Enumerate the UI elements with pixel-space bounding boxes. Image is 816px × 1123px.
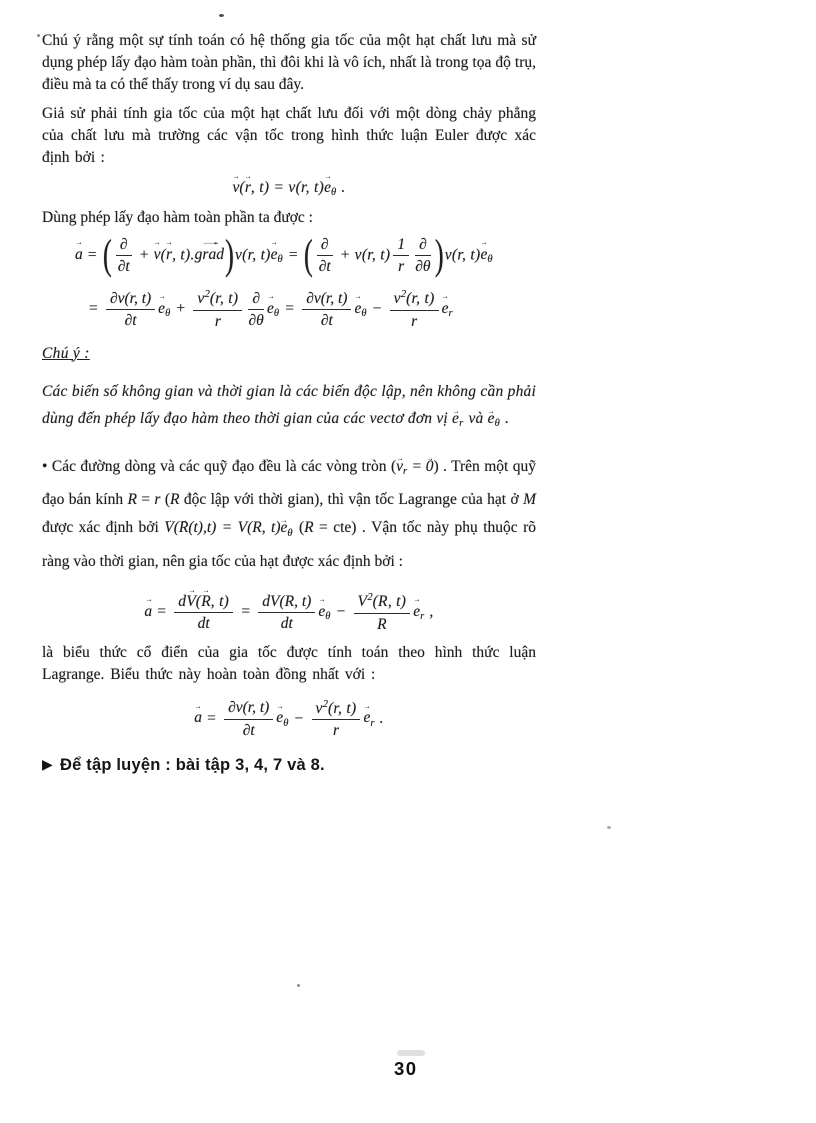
math-fraction: $\frac{\partial v(r, t)}{\partial t}$ [106, 289, 155, 331]
math-vec: e → [354, 299, 361, 318]
math-sup: 2 [204, 289, 210, 301]
formula-euler-velocity [42, 178, 536, 200]
derivative-paragraph: Dùng phép lấy đạo hàm toàn phần ta được : [42, 208, 313, 226]
math-txt: và [464, 410, 488, 428]
math-fraction: $\frac{v^2(r, t)}{r}$ [390, 288, 439, 330]
formula-acceleration-expansion [42, 231, 536, 278]
math-txt: V [357, 592, 368, 610]
math-it: r [154, 491, 161, 509]
scan-smudge [397, 1050, 425, 1056]
math-it: ( [173, 519, 179, 537]
math-txt: . [337, 179, 346, 196]
math-txt: = [88, 299, 103, 317]
math-fraction: $\frac{\partial}{\partial\theta}$ [248, 289, 264, 330]
math-vec: V → [164, 514, 173, 542]
math-sub: θ [165, 308, 171, 320]
page-number: 30 [394, 1058, 418, 1079]
math-fraction: $\frac{1}{r}$ [393, 235, 409, 277]
math-sub: θ [330, 187, 337, 199]
math-txt: ) . Trên một quỹ đạo bán kính [42, 457, 536, 509]
math-sub: θ [287, 527, 293, 539]
math-sub: r [420, 611, 425, 623]
math-vec: e → [480, 245, 487, 264]
math-txt: = [201, 709, 222, 727]
math-it: R [170, 491, 180, 509]
math-txt: = [82, 245, 102, 263]
math-txt: Các biến số không gian và thời gian là các biến độc lập, nên không cần phải dùng đến phép lấy đạo hàm theo thời gian của các vectơ đơn vị [42, 383, 536, 428]
math-txt: ( [160, 245, 167, 263]
math-txt: = [283, 245, 303, 263]
math-vec: R → [201, 593, 210, 611]
math-txt: + v(r, t) [335, 245, 391, 263]
math-txt: v [393, 289, 401, 307]
math-txt: ( [195, 592, 202, 610]
problem-paragraph: Giả sử phải tính gia tốc của một hạt chất lưu đối với một dòng chảy phẳng của chất lưu mà trường các vận tốc trong hình thức luận Euler được xác định bởi : [42, 105, 536, 166]
math-fraction: $\frac{\partial v(r, t)}{\partial t}$ [224, 698, 273, 740]
exercise-text: Để tập luyện : bài tập 3, 4, 7 và 8. [59, 756, 325, 774]
math-txt: (R, t) [372, 592, 407, 610]
math-txt: độc lập với thời gian), thì vận tốc Lagrange của hạt ở [179, 491, 524, 509]
math-sup: 2 [367, 592, 373, 604]
math-txt: , t). [172, 245, 195, 263]
math-txt: v [315, 699, 323, 717]
math-vec: e → [324, 178, 331, 197]
math-vec: e → [267, 299, 274, 318]
scan-speck [219, 14, 224, 17]
math-vec: e → [442, 299, 449, 318]
math-txt: (r, t) [327, 699, 357, 717]
math-txt: = cte) . Vận tốc này phụ thuộc rõ ràng vào thời gian, nên gia tốc của hạt được xác định bởi : [42, 519, 536, 570]
math-txt: + [134, 245, 154, 263]
math-sub: θ [494, 418, 501, 430]
math-txt: . [501, 410, 510, 428]
formula-final-acceleration [42, 698, 536, 740]
math-sub: θ [273, 308, 280, 320]
math-vec: a → [75, 245, 83, 264]
math-txt: = [408, 457, 426, 475]
math-txt: v(r, t) [444, 245, 481, 263]
math-sub: θ [277, 254, 283, 266]
math-vec: e → [413, 602, 420, 621]
math-sub: θ [487, 254, 493, 266]
math-txt: (r, t) [406, 289, 435, 307]
big-paren: ) [434, 231, 444, 278]
big-paren: ) [224, 231, 234, 278]
math-txt: − [367, 299, 387, 317]
math-fraction: $\frac{V^2(R, t)}{R}$ [354, 591, 411, 633]
math-vec: a → [144, 602, 152, 621]
math-txt: v [197, 289, 205, 307]
math-vec: e → [158, 299, 165, 318]
math-txt: . [375, 709, 384, 727]
math-it: (t),t) = V(R, t) [188, 519, 281, 537]
exercise-reference [42, 756, 536, 775]
big-paren: ( [102, 231, 112, 278]
math-txt: ( [239, 179, 245, 196]
math-txt: ( [293, 519, 305, 537]
math-vec: r → [245, 178, 251, 197]
math-sub: r [448, 308, 453, 320]
page-content [42, 30, 536, 792]
scan-speck [37, 34, 40, 37]
intro-paragraph: Chú ý rằng một sự tính toán có hệ thống gia tốc của một hạt chất lưu mà sử dụng phép lấy đạo hàm toàn phần, thì đôi khi là vô ích, nhất là trong tọa độ trụ, điều mà ta có thể thấy trong ví dụ sau đây. [42, 32, 536, 93]
math-it: M [523, 491, 536, 509]
math-fraction: $\frac{dV(R, t)}{dt}$ [258, 592, 315, 634]
math-vec: R → [179, 514, 188, 542]
math-it: R [304, 519, 314, 537]
math-it: R [127, 491, 137, 509]
math-sub: r [370, 717, 375, 729]
math-sub: r [459, 418, 464, 430]
math-fraction: $\frac{\partial}{\partial t}$ [318, 235, 331, 276]
math-fraction: $\frac{v^2(r, t)}{r}$ [312, 698, 361, 740]
triangle-bullet-icon: ▶ [42, 756, 53, 772]
math-vec: e → [280, 514, 287, 542]
math-txt: • Các đường dòng và các quỹ đạo đều là các vòng tròn ( [42, 457, 397, 475]
note-paragraph [42, 378, 536, 437]
math-fraction: $\frac{\partial}{\partial\theta}$ [415, 235, 431, 276]
big-paren: ( [303, 231, 313, 278]
formula-acceleration-result [42, 288, 536, 330]
math-sub: θ [283, 717, 289, 729]
math-txt: d [178, 592, 187, 610]
math-sub: θ [325, 611, 331, 623]
math-vec: e → [488, 405, 495, 432]
math-sub: r [403, 466, 408, 478]
bullet-paragraph [42, 453, 536, 576]
math-vec: e → [363, 708, 370, 727]
math-txt: v(r, t) [234, 245, 271, 263]
math-vec: v → [154, 245, 161, 264]
math-txt: = [136, 491, 155, 509]
math-txt: (r, t) [209, 289, 239, 307]
math-txt: được xác định bởi [42, 519, 165, 537]
note-heading: Chú ý : [42, 344, 90, 362]
math-vec: r → [166, 245, 172, 264]
scan-speck [607, 826, 611, 829]
math-fraction: $\frac{dV \to(R \to, t)}{dt}$ [174, 592, 233, 634]
math-fraction: $\frac{\partial}{\partial t}$ [117, 235, 130, 276]
formula-lagrange-acceleration [42, 591, 536, 633]
math-sup: 2 [400, 289, 407, 301]
math-txt: = [152, 602, 172, 620]
math-sup: 2 [322, 698, 328, 710]
math-txt: , t) [210, 592, 230, 610]
math-vec: e → [452, 405, 459, 432]
math-txt: , [425, 602, 434, 620]
math-txt: − [331, 602, 351, 620]
math-vec: grad → [195, 245, 224, 264]
math-txt: − [289, 709, 309, 727]
classic-expression-paragraph: là biểu thức cổ điển của gia tốc được tính toán theo hình thức luận Lagrange. Biểu thức này hoàn toàn đồng nhất với : [42, 643, 536, 683]
math-vec: e → [276, 708, 283, 727]
math-fraction: $\frac{\partial v(r, t)}{\partial t}$ [302, 289, 351, 331]
math-vec: e → [318, 602, 325, 621]
math-sub: θ [361, 308, 367, 320]
math-fraction: $\frac{v^2(r, t)}{r}$ [193, 288, 242, 330]
math-txt: ( [160, 491, 171, 509]
math-txt: = [236, 602, 256, 620]
math-vec: v → [232, 178, 239, 197]
math-vec: 0 → [426, 453, 434, 481]
math-vec: V → [186, 593, 195, 611]
math-txt: , t) = v(r, t) [250, 179, 325, 196]
scan-speck [297, 984, 300, 987]
math-vec: v → [396, 453, 403, 481]
math-txt: = [280, 299, 300, 317]
math-txt: + [171, 299, 191, 317]
math-vec: e → [271, 245, 278, 264]
math-vec: a → [194, 708, 202, 727]
